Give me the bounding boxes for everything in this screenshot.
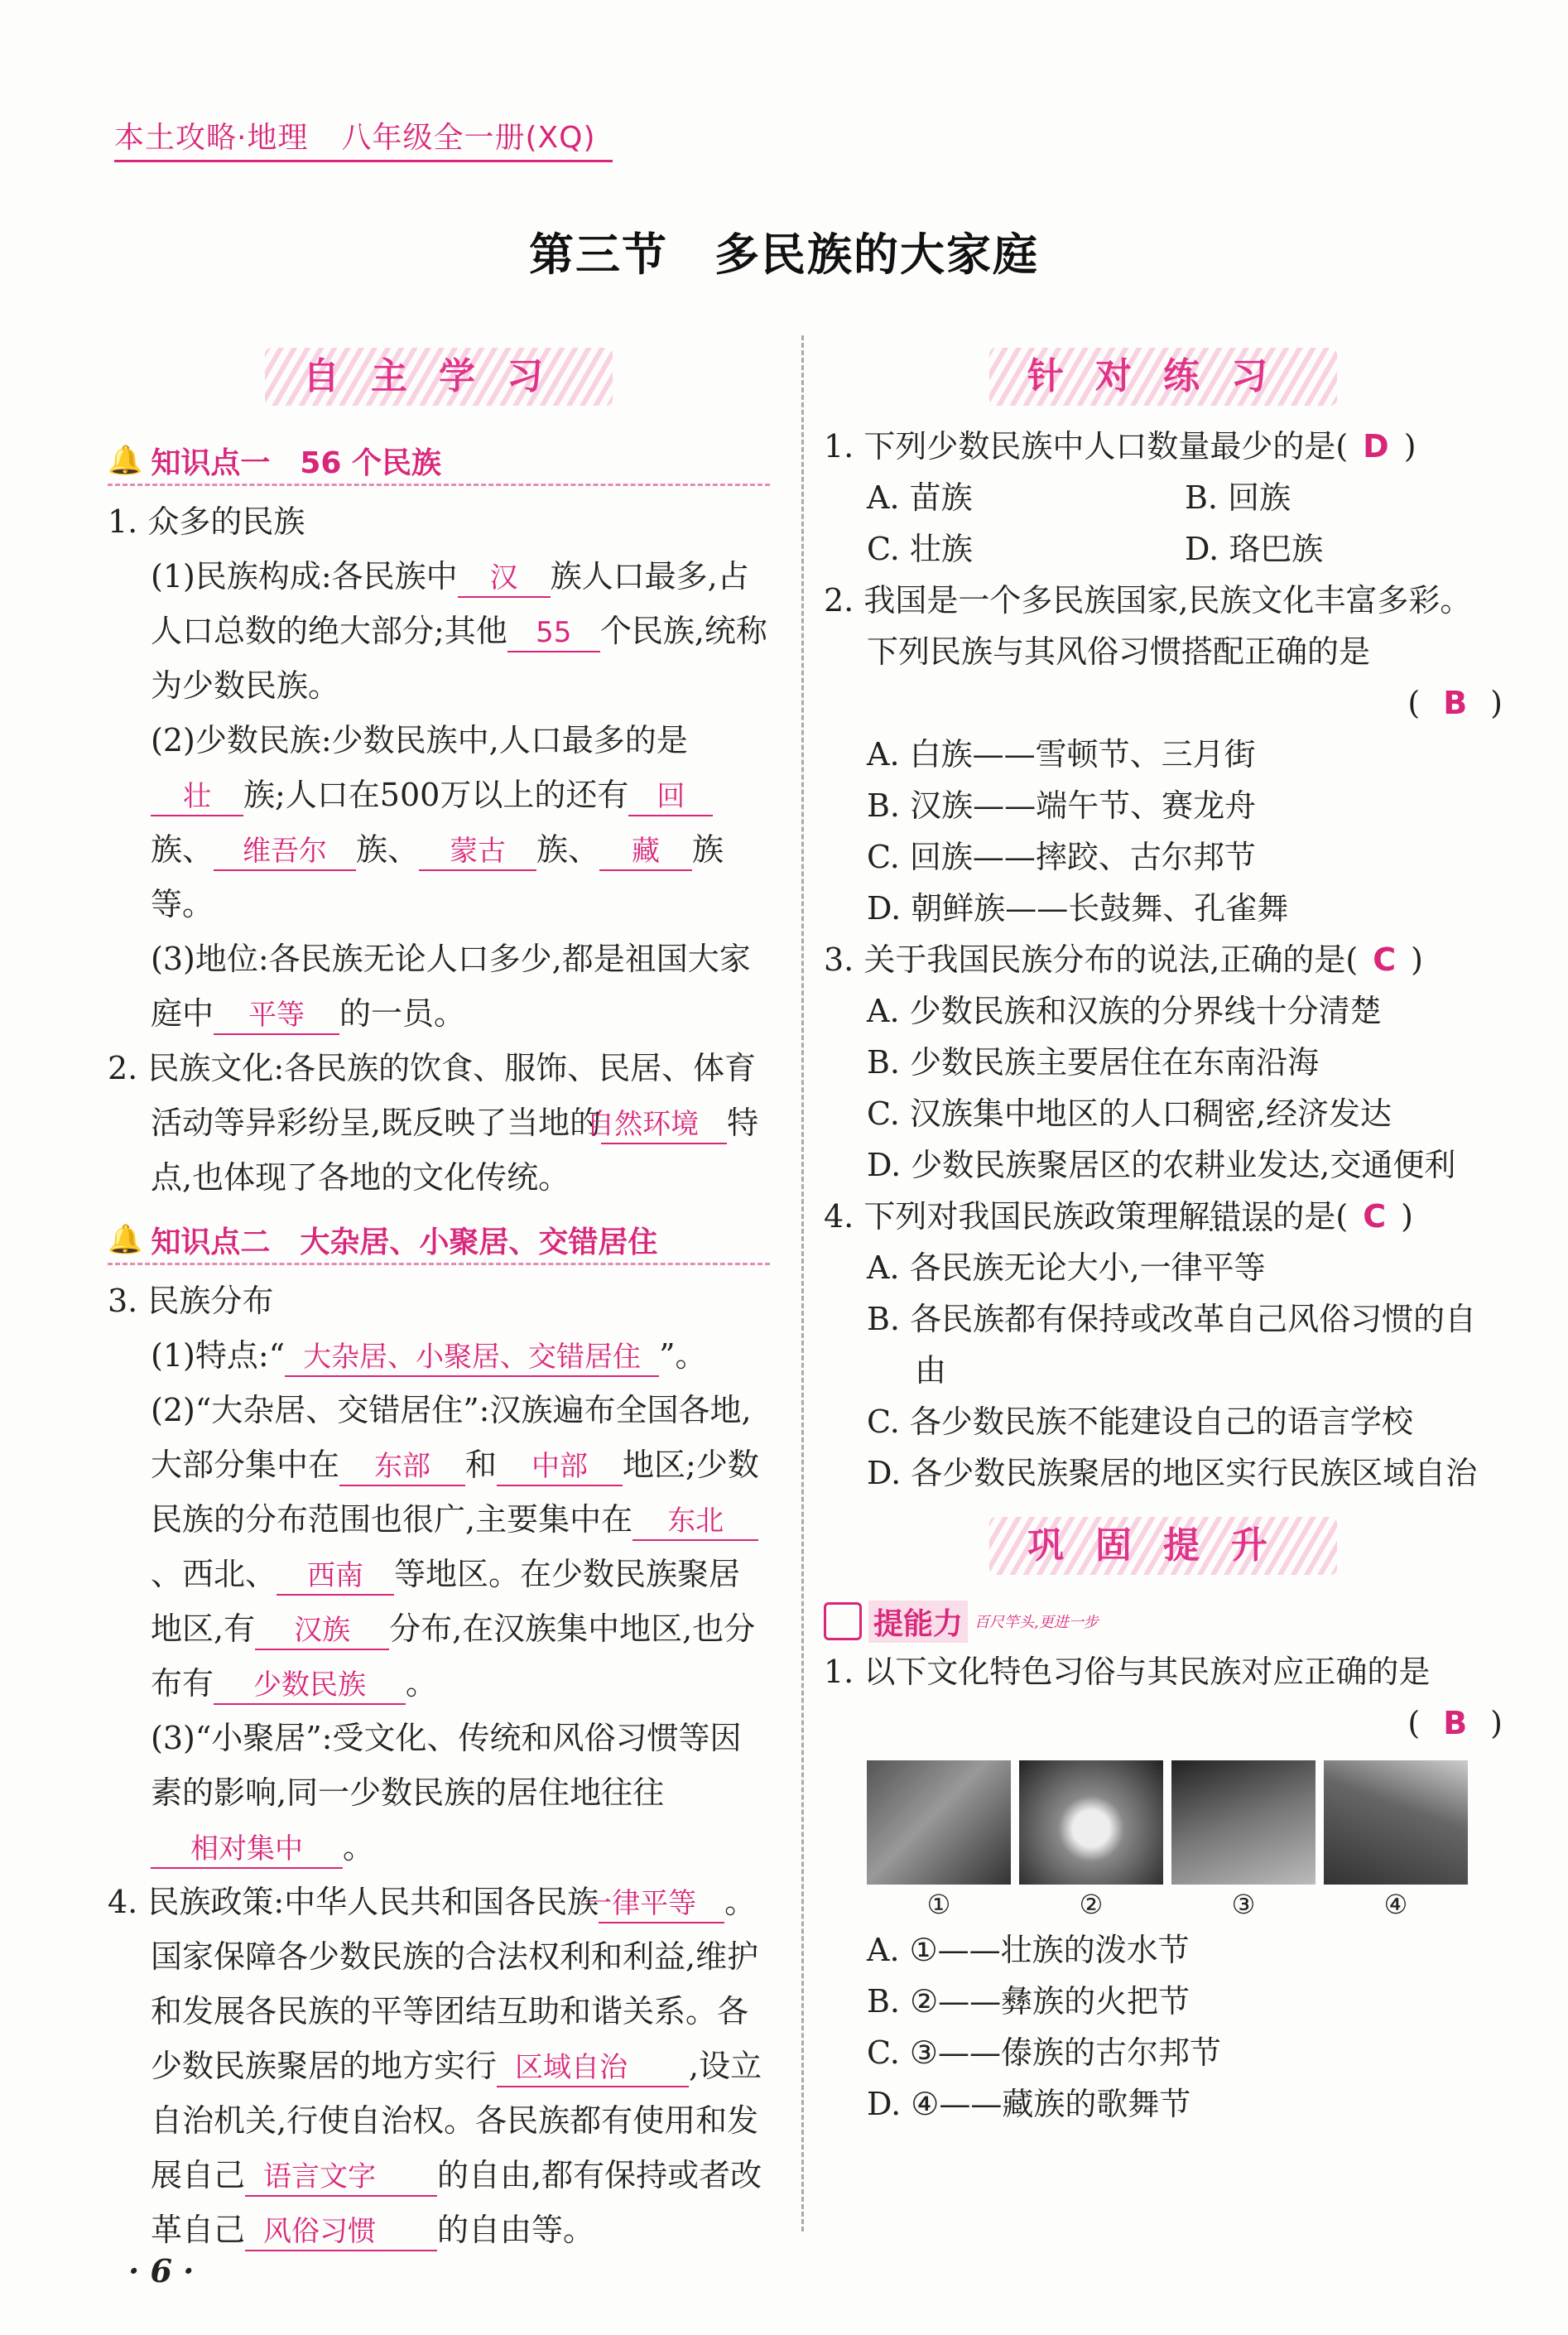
blank-answer: 维吾尔 bbox=[214, 833, 356, 871]
answer-mark: B bbox=[1443, 1705, 1468, 1741]
option-c: C. 汉族集中地区的人口稠密,经济发达 bbox=[867, 1095, 1392, 1132]
question-5: 1. 以下文化特色习俗与其民族对应正确的是 ( B ) ① ② ③ ④ A. ①——壮族的泼水节 B. ②——彝族的火把节 C. ③——傣族的古尔邦节 D. ④——藏族的歌舞节 bbox=[824, 1646, 1503, 2130]
column-divider bbox=[801, 335, 804, 2231]
book-header bbox=[114, 114, 613, 162]
photo-water-festival bbox=[867, 1760, 1011, 1885]
option-d: D. 朝鲜族——长鼓舞、孔雀舞 bbox=[867, 890, 1289, 927]
book-name: 本土攻略·地理 bbox=[114, 121, 309, 155]
bell-icon: 🔔 bbox=[108, 444, 143, 477]
knowledge-point-2 bbox=[108, 1216, 770, 1265]
blank-answer: 汉族 bbox=[255, 1612, 389, 1650]
option-b: B. 回族 bbox=[1185, 479, 1291, 516]
banner-practice: 针对练习 bbox=[989, 348, 1337, 406]
option-c: C. ③——傣族的古尔邦节 bbox=[867, 2034, 1221, 2071]
option-a: A. 白族——雪顿节、三月街 bbox=[867, 736, 1256, 773]
section-title: 第三节 多民族的大家庭 bbox=[529, 229, 1039, 281]
photo-row bbox=[867, 1760, 1503, 1885]
blank-answer: 大杂居、小聚居、交错居住 bbox=[285, 1339, 659, 1377]
scroll-icon bbox=[824, 1602, 862, 1640]
item-3-2: (2)“大杂居、交错居住”:汉族遍布全国各地,大部分集中在 东部 和 中部 地区;少数民族的分布范围也很广,主要集中在 东北、西北、 西南 等地区。在少数民族聚居地区,有 汉族 分布,在汉族集中地区,也分布有 少数民族 。 bbox=[108, 1383, 770, 1711]
kp2-label: 知识点二 bbox=[151, 1225, 271, 1259]
option-c: C. 回族——摔跤、古尔邦节 bbox=[867, 839, 1256, 875]
option-b: B. ②——彝族的火把节 bbox=[867, 1983, 1190, 2020]
answer-mark: D bbox=[1363, 428, 1389, 465]
item-4: 4. 民族政策:中华人民共和国各民族一律平等 。国家保障各少数民族的合法权利和利益,维护和发展各民族的平等团结互助和谐关系。各少数民族聚居的地方实行 区域自治 ,设立自治机关,行使自治权。各民族都有使用和发展自己 语言文字 的自由,都有保持或者改革自己 风俗习惯 的自由等。 bbox=[108, 1875, 770, 2257]
blank-answer: 平等 bbox=[214, 997, 339, 1035]
photo-torch-festival bbox=[1019, 1760, 1163, 1885]
banner-self-study: 自主学习 bbox=[265, 348, 613, 406]
item-1-2: (2)少数民族:少数民族中,人口最多的是壮 族;人口在500万以上的还有 回族、 维吾尔 族、 蒙古 族、 藏 族等。 bbox=[151, 722, 724, 922]
photo-wrestling bbox=[1171, 1760, 1315, 1885]
right-column bbox=[824, 348, 1503, 2130]
photo-label: ① bbox=[926, 1889, 951, 1920]
blank-answer: 语言文字 bbox=[245, 2159, 437, 2197]
photo-label: ② bbox=[1079, 1889, 1104, 1920]
ability-tag bbox=[824, 1596, 1503, 1646]
blank-answer: 自然环境 bbox=[601, 1106, 727, 1144]
blank-answer: 壮 bbox=[151, 778, 243, 816]
question-4: 4. 下列对我国民族政策理解错误的是( C ) A. 各民族无论大小,一律平等 B. 各民族都有保持或改革自己风俗习惯的自由 C. 各少数民族不能建设自己的语言学校 D. 各少数民族聚居的地区实行民族区域自治 bbox=[824, 1191, 1503, 1499]
photo-label: ④ bbox=[1383, 1889, 1408, 1920]
item-1-1: (1)民族构成:各民族中 汉 族人口最多,占人口总数的绝大部分;其他 55 个民族,统称为少数民族。 bbox=[151, 558, 767, 704]
answer-mark: C bbox=[1363, 1198, 1387, 1235]
blank-answer: 少数民族 bbox=[214, 1667, 406, 1705]
item-3-3: (3)“小聚居”:受文化、传统和风俗习惯等因素的影响,同一少数民族的居住地往往相对集中 。 bbox=[108, 1711, 770, 1875]
left-column bbox=[108, 348, 770, 2257]
blank-answer: 西南 bbox=[277, 1557, 394, 1596]
answer-mark: C bbox=[1373, 941, 1397, 978]
option-d: D. 珞巴族 bbox=[1185, 531, 1324, 567]
option-b: B. 汉族——端午节、赛龙舟 bbox=[867, 787, 1257, 824]
banner-consolidate: 巩固提升 bbox=[989, 1517, 1337, 1575]
option-d: D. 少数民族聚居区的农耕业发达,交通便利 bbox=[867, 1147, 1456, 1183]
ability-name: 提能力 bbox=[868, 1601, 968, 1643]
emphasis-dots: 错误 bbox=[1210, 1198, 1273, 1235]
blank-answer: 风俗习惯 bbox=[245, 2213, 437, 2251]
blank-answer: 相对集中 bbox=[151, 1831, 343, 1869]
blank-answer: 东北 bbox=[632, 1503, 758, 1541]
blank-answer: 汉 bbox=[458, 560, 551, 598]
item-1-3: (3)地位:各民族无论人口多少,都是祖国大家庭中 平等 的一员。 bbox=[108, 932, 770, 1041]
photo-label: ③ bbox=[1231, 1889, 1256, 1920]
option-a: A. 苗族 bbox=[867, 479, 973, 516]
blank-answer: 藏 bbox=[599, 833, 692, 871]
kp2-topic: 大杂居、小聚居、交错居住 bbox=[300, 1225, 658, 1259]
grade-label: 八年级全一册(XQ) bbox=[341, 121, 596, 155]
blank-answer: 55 bbox=[507, 614, 600, 652]
question-3: 3. 关于我国民族分布的说法,正确的是( C ) A. 少数民族和汉族的分界线十分清楚 B. 少数民族主要居住在东南沿海 C. 汉族集中地区的人口稠密,经济发达 D. 少数民族聚居区的农耕业发达,交通便利 bbox=[824, 934, 1503, 1191]
option-d: D. 各少数民族聚居的地区实行民族区域自治 bbox=[867, 1455, 1478, 1491]
option-a: A. 少数民族和汉族的分界线十分清楚 bbox=[867, 993, 1382, 1029]
blank-answer: 蒙古 bbox=[419, 833, 536, 871]
option-a: A. ①——壮族的泼水节 bbox=[867, 1932, 1190, 1968]
item-3-heading: 3. 民族分布 bbox=[108, 1283, 274, 1319]
question-1: 1. 下列少数民族中人口数量最少的是( D ) A. 苗族 B. 回族 C. 壮族 D. 珞巴族 bbox=[824, 421, 1503, 575]
option-b: B. 各民族都有保持或改革自己风俗习惯的自由 bbox=[867, 1301, 1477, 1389]
option-c: C. 壮族 bbox=[867, 531, 973, 567]
kp1-topic: 56 个民族 bbox=[300, 445, 441, 480]
item-1-heading: 1. 众多的民族 bbox=[108, 503, 305, 540]
item-3-1: (1)特点:“ 大杂居、小聚居、交错居住 ”。 bbox=[108, 1328, 770, 1383]
blank-answer: 中部 bbox=[497, 1448, 623, 1486]
blank-answer: 东部 bbox=[339, 1448, 465, 1486]
blank-answer: 一律平等 bbox=[599, 1885, 724, 1923]
option-d: D. ④——藏族的歌舞节 bbox=[867, 2086, 1191, 2122]
blank-answer: 区域自治 bbox=[497, 2049, 689, 2087]
answer-mark: B bbox=[1443, 685, 1468, 721]
photo-labels bbox=[867, 1885, 1503, 1924]
option-c: C. 各少数民族不能建设自己的语言学校 bbox=[867, 1403, 1413, 1440]
item-2: 2. 民族文化:各民族的饮食、服饰、民居、体育活动等异彩纷呈,既反映了当地的自然环境 特点,也体现了各地的文化传统。 bbox=[108, 1050, 759, 1196]
option-b: B. 少数民族主要居住在东南沿海 bbox=[867, 1044, 1320, 1081]
blank-answer: 回 bbox=[628, 778, 713, 816]
knowledge-point-1 bbox=[108, 437, 770, 486]
ability-slogan: 百尺竿头,更进一步 bbox=[974, 1614, 1099, 1631]
option-a: A. 各民族无论大小,一律平等 bbox=[867, 1249, 1266, 1286]
photo-feast bbox=[1324, 1760, 1468, 1885]
page-number: · 6 · bbox=[128, 2252, 195, 2289]
kp1-label: 知识点一 bbox=[151, 445, 271, 480]
bell-icon: 🔔 bbox=[108, 1223, 143, 1256]
question-2: 2. 我国是一个多民族国家,民族文化丰富多彩。下列民族与其风俗习惯搭配正确的是 ( B ) A. 白族——雪顿节、三月街 B. 汉族——端午节、赛龙舟 C. 回族——摔跤、古尔邦节 D. 朝鲜族——长鼓舞、孔雀舞 bbox=[824, 575, 1503, 934]
